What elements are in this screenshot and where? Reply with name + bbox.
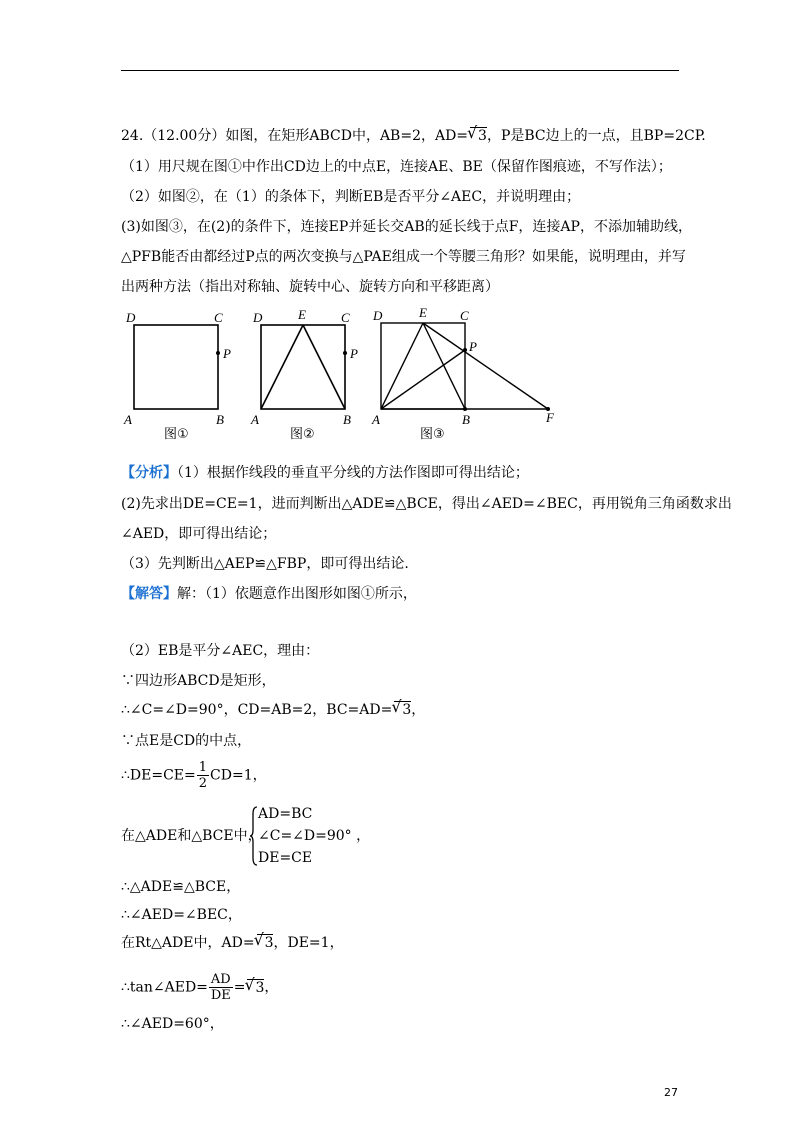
problem-line-3: （2）如图②，在（1）的条体下，判断EB是否平分∠AEC，并说明理由； xyxy=(121,189,581,205)
label-f-3: F xyxy=(546,410,554,425)
label-b-3: B xyxy=(462,412,470,427)
fraction-one-half: $\frac{1}{2}$ xyxy=(198,760,208,791)
header-rule xyxy=(121,70,679,71)
solution-line-1 xyxy=(121,584,417,604)
label-c-3: C xyxy=(460,308,469,323)
caption-fig-1: 图① xyxy=(164,427,189,442)
label-d-1: D xyxy=(126,310,136,325)
problem-line-4: (3)如图③，在(2)的条件下，连接EP并延长交AB的延长线于点F，连接AP，不添加辅助线， xyxy=(121,219,692,235)
label-a-3: A xyxy=(372,412,380,427)
label-d-2: D xyxy=(253,310,263,325)
point-p-2 xyxy=(343,351,347,355)
analysis-line-3: ∠AED，即可得出结论； xyxy=(121,526,277,542)
system-row-1: AD=BC xyxy=(258,806,313,822)
solution-line-12: ∴∠AED=60°， xyxy=(121,1016,224,1032)
solution-line-10: 在Rt△ADE中，AD=√ 3，DE=1， xyxy=(121,933,344,953)
problem-line-1 xyxy=(121,126,706,146)
problem-text: ，P是BC边上的一点，且BP=2CP. xyxy=(486,128,706,144)
point-b-3 xyxy=(463,407,467,411)
solution-line-4: ∴∠C=∠D=90°，CD=AB=2，BC=AD=√ 3， xyxy=(121,700,425,720)
label-e-3: E xyxy=(419,305,427,320)
label-p-2: P xyxy=(350,346,358,361)
solution-line-8: ∴△ADE≌△BCE， xyxy=(121,879,241,895)
figure-3 xyxy=(381,323,548,409)
sqrt-3: √ 3 xyxy=(470,127,487,144)
system-row-2: ∠C=∠D=90° ， xyxy=(258,828,371,844)
brace-icon xyxy=(250,806,258,866)
geometry-figures xyxy=(118,305,568,445)
problem-line-5: △PFB能否由都经过P点的两次变换与△PAE组成一个等腰三角形？如果能，说明理由，并写 xyxy=(121,249,686,265)
figure-1 xyxy=(134,325,218,409)
solution-line-3: ∵四边形ABCD是矩形， xyxy=(121,673,276,689)
solution-line-11: ∴tan∠AED= $\frac{AD}{DE}$ =√ 3， xyxy=(121,972,278,1003)
label-b-1: B xyxy=(216,412,224,427)
page-number: 27 xyxy=(664,1086,678,1099)
analysis-line-1 xyxy=(121,463,529,483)
caption-fig-3: 图③ xyxy=(420,427,445,442)
analysis-text: （1）根据作线段的垂直平分线的方法作图即可得出结论； xyxy=(177,465,529,481)
solution-line-6: ∴DE=CE= $\frac{1}{2}$ CD=1， xyxy=(121,760,267,791)
problem-line-2: （1）用尺规在图①中作出CD边上的中点E，连接AE、BE（保留作图痕迹，不写作法）； xyxy=(121,159,672,175)
solution-line-5: ∵点E是CD的中点， xyxy=(121,733,252,749)
system-row-3: DE=CE xyxy=(258,850,313,866)
label-e-2: E xyxy=(298,307,306,322)
label-a-2: A xyxy=(251,412,259,427)
problem-text: 24.（12.00分）如图，在矩形ABCD中，AB=2，AD= xyxy=(121,128,469,144)
label-d-3: D xyxy=(373,308,383,323)
analysis-line-2: (2)先求出DE=CE=1，进而判断出△ADE≌△BCE，得出∠AED=∠BEC，再用锐角三角函数求出 xyxy=(121,496,732,512)
sqrt-3: √ 3 xyxy=(394,701,411,718)
label-p-1: P xyxy=(223,346,231,361)
sqrt-3: √ 3 xyxy=(257,934,274,951)
solution-tag: 【解答】 xyxy=(121,586,177,602)
point-p-3 xyxy=(463,348,467,352)
label-c-1: C xyxy=(214,310,223,325)
label-a-1: A xyxy=(124,412,132,427)
analysis-tag: 【分析】 xyxy=(121,465,177,481)
sqrt-3: √ 3 xyxy=(247,979,264,996)
solution-line-7: 在△ADE和△BCE中， xyxy=(121,828,262,844)
solution-line-2: （2）EB是平分∠AEC，理由： xyxy=(121,643,320,659)
label-c-2: C xyxy=(341,310,350,325)
fraction-ad-de: $\frac{AD}{DE}$ xyxy=(210,972,231,1003)
label-p-3: P xyxy=(469,339,477,354)
caption-fig-2: 图② xyxy=(290,427,315,442)
solution-text: 解：（1）依题意作出图形如图①所示， xyxy=(177,586,417,602)
figure-2 xyxy=(261,325,345,409)
solution-line-9: ∴∠AED=∠BEC， xyxy=(121,907,242,923)
point-p-1 xyxy=(216,351,220,355)
analysis-line-4: （3）先判断出△AEP≌△FBP，即可得出结论. xyxy=(121,556,409,572)
problem-line-6: 出两种方法（指出对称轴、旋转中心、旋转方向和平移距离） xyxy=(121,279,499,295)
label-b-2: B xyxy=(343,412,351,427)
equation-system xyxy=(258,803,370,869)
